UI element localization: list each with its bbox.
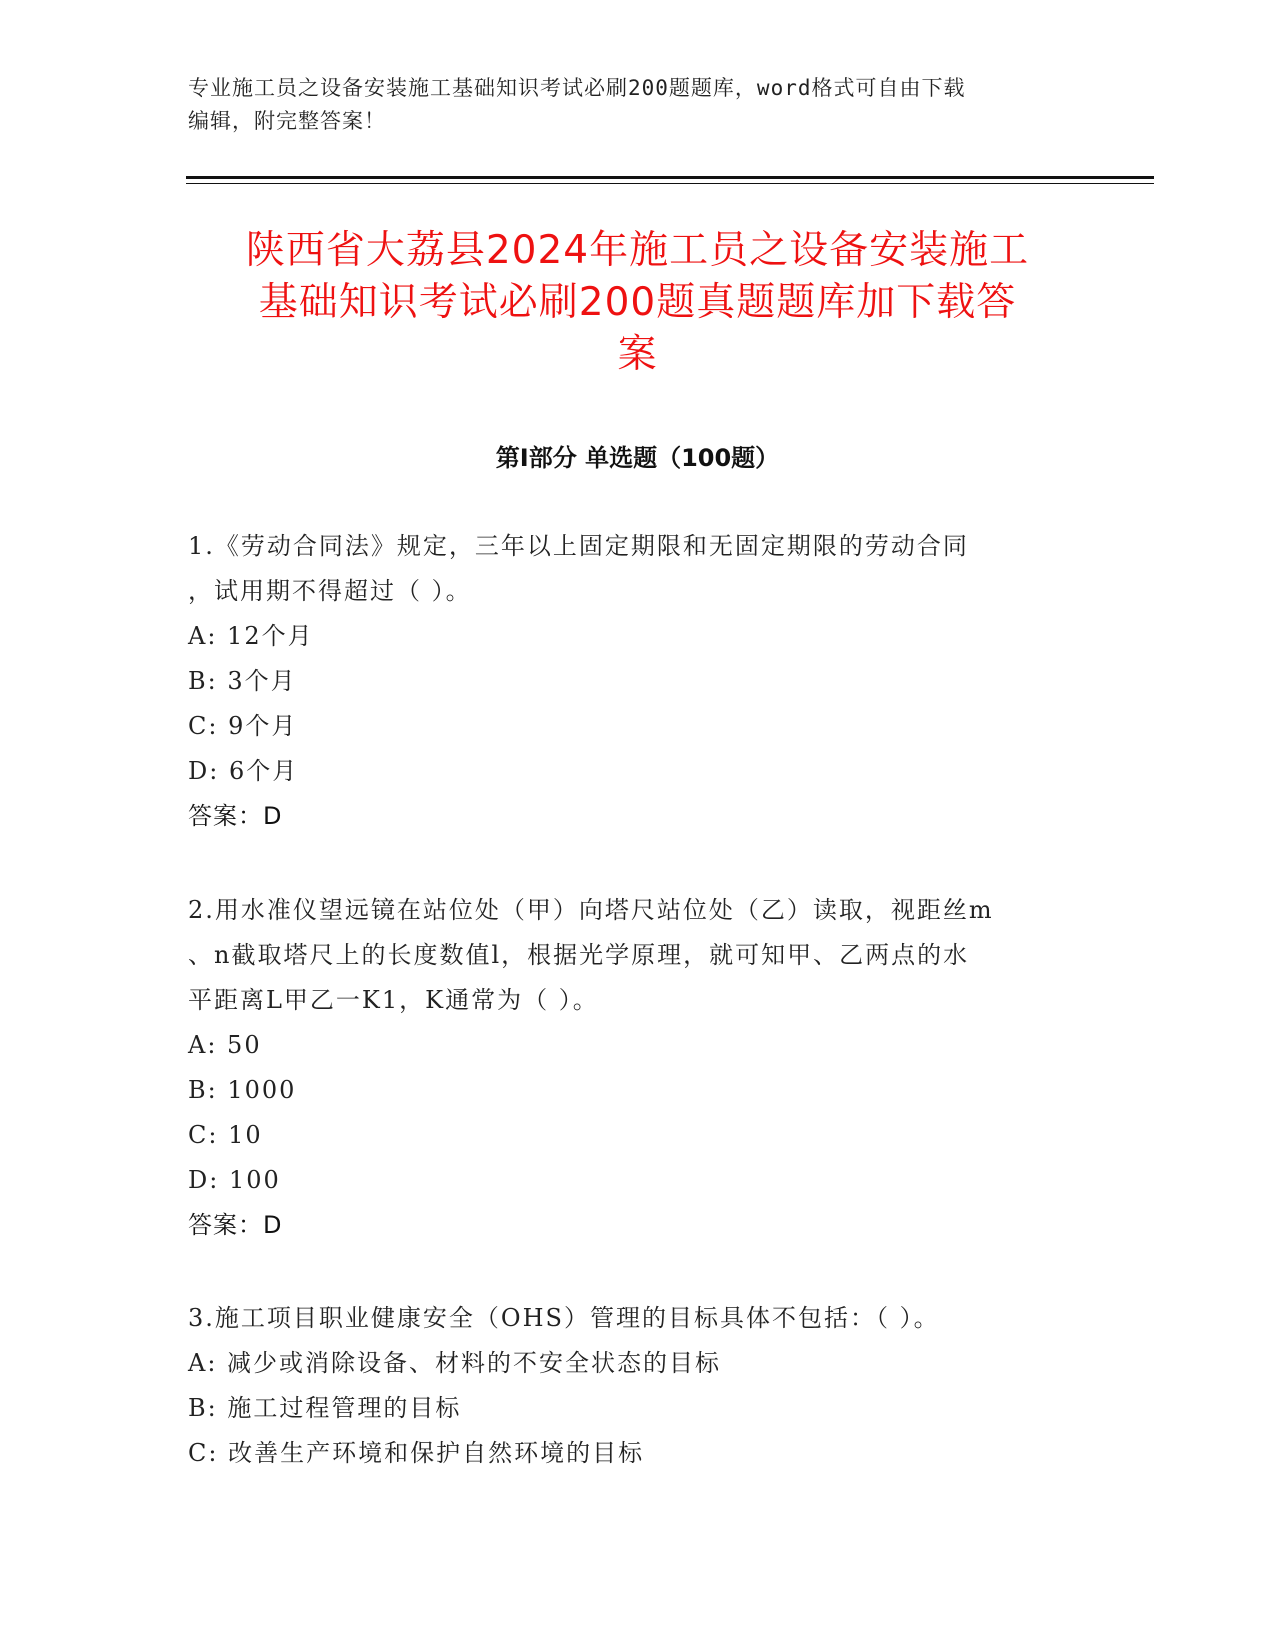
option-c: C: 改善生产环境和保护自然环境的目标 [188,1439,645,1467]
option-a: A: 12个月 [188,622,314,650]
question-stem-line: 2.用水准仪望远镜在站位处（甲）向塔尺站位处（乙）读取，视距丝m [188,896,994,924]
question-stem-line: 平距离L甲乙一K1，K通常为（ ）。 [188,986,599,1014]
header-rule-thick [186,176,1154,179]
header-note-line-1: 专业施工员之设备安装施工基础知识考试必刷200题题库，word格式可自由下载 [188,76,966,100]
header-note-line-2: 编辑，附完整答案！ [188,109,386,133]
question-3 [188,1296,1088,1476]
title-line-2: 基础知识考试必刷200题真题题库加下载答 [258,280,1017,325]
answer: 答案：D [188,1211,283,1239]
option-b: B: 1000 [188,1076,297,1104]
option-d: D: 100 [188,1166,281,1194]
answer: 答案：D [188,802,283,830]
option-c: C: 9个月 [188,712,298,740]
title-line-1: 陕西省大荔县2024年施工员之设备安装施工 [245,228,1030,273]
question-stem-line: 、n截取塔尺上的长度数值l，根据光学原理，就可知甲、乙两点的水 [188,941,970,969]
question-stem-line: 3.施工项目职业健康安全（OHS）管理的目标具体不包括：（ ）。 [188,1304,940,1332]
option-d: D: 6个月 [188,757,299,785]
option-b: B: 施工过程管理的目标 [188,1394,462,1422]
header-note [188,72,1088,138]
title-line-3: 案 [617,332,658,377]
section-heading: 第Ⅰ部分 单选题（100题） [495,444,780,472]
option-a: A: 减少或消除设备、材料的不安全状态的目标 [188,1349,722,1377]
question-stem-line: 1.《劳动合同法》规定，三年以上固定期限和无固定期限的劳动合同 [188,532,969,560]
header-rule-thin [186,183,1154,184]
option-b: B: 3个月 [188,667,297,695]
option-a: A: 50 [188,1031,262,1059]
document-title [170,225,1105,381]
option-c: C: 10 [188,1121,263,1149]
question-stem-line: ，试用期不得超过（ ）。 [188,577,472,605]
question-2 [188,888,1088,1248]
question-1 [188,524,1088,839]
